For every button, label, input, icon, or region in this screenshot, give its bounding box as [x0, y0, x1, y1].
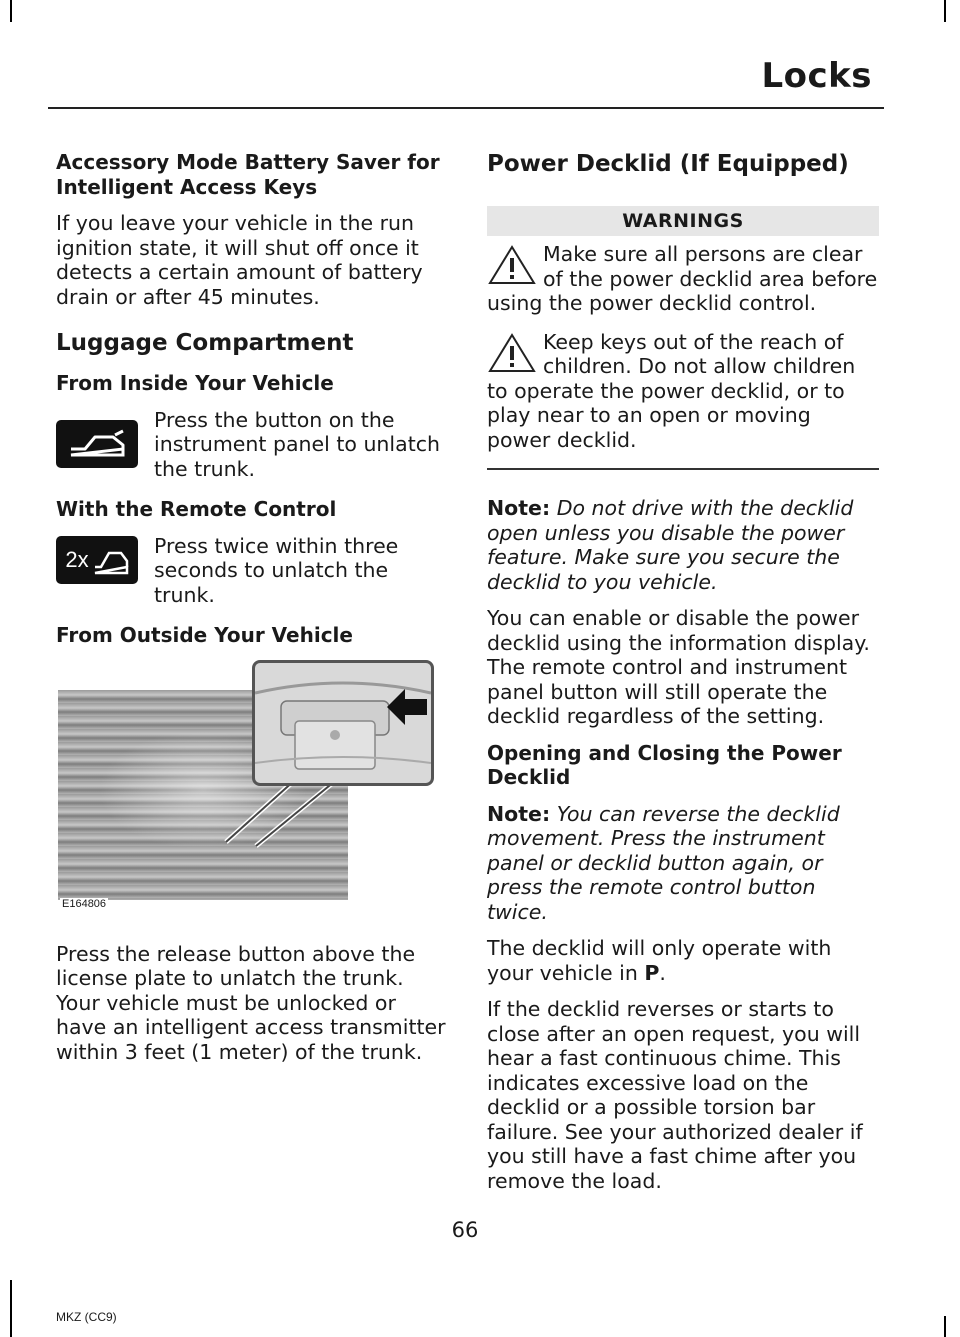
- gear-park: P: [644, 960, 660, 985]
- operate-text: [487, 936, 879, 985]
- opening-closing-heading: Opening and Closing the Power Decklid: [487, 740, 842, 789]
- operate-text-after: .: [659, 960, 666, 985]
- outside-vehicle-heading: From Outside Your Vehicle: [56, 623, 353, 647]
- remote-control-text: Press twice within three seconds to unlatch the trunk.: [154, 533, 399, 607]
- left-column: [56, 150, 448, 1076]
- page-title: Locks: [761, 56, 872, 96]
- crop-mark: [944, 0, 946, 22]
- warning-text: Keep keys out of the reach of children. Do not allow children to operate the power decklid, or to play near to an open or moving power decklid.: [487, 329, 856, 452]
- warning-triangle-icon: [487, 332, 537, 374]
- warning-item: [487, 330, 879, 453]
- remote-trunk-icon: [56, 536, 138, 584]
- footer-model: MKZ (CC9): [56, 1310, 117, 1324]
- trunk-release-icon: [56, 420, 138, 468]
- warning-triangle-icon: [487, 244, 537, 286]
- note-text: Do not drive with the decklid open unless you disable the power feature. Make sure you secure the decklid to you vehicle.: [487, 496, 854, 594]
- figure-label: E164806: [62, 897, 107, 910]
- warning-text: Make sure all persons are clear of the power decklid area before using the power decklid control.: [487, 242, 878, 315]
- remote-control-heading: With the Remote Control: [56, 497, 337, 521]
- note-paragraph: [487, 496, 879, 594]
- inside-vehicle-heading: From Inside Your Vehicle: [56, 371, 334, 395]
- crop-mark: [944, 1316, 946, 1337]
- operate-text-before: The decklid will only operate with your vehicle in: [487, 936, 832, 985]
- warnings-header: WARNINGS: [487, 206, 879, 236]
- note-label: Note:: [487, 496, 551, 520]
- remote-icon-label: 2x: [65, 546, 89, 572]
- warning-item: [487, 242, 879, 316]
- crop-mark: [10, 0, 12, 22]
- note-paragraph: [487, 802, 879, 925]
- crop-mark: [10, 1280, 12, 1337]
- enable-disable-text: You can enable or disable the power decklid using the information display. The remote control and instrument panel button will still operate the decklid regardless of the setting.: [487, 606, 870, 728]
- warnings-divider: [487, 468, 879, 470]
- note-label: Note:: [487, 801, 551, 826]
- header-divider: [48, 107, 884, 109]
- inside-vehicle-text: Press the button on the instrument panel to unlatch the trunk.: [154, 407, 440, 481]
- arrow-icon: [385, 687, 429, 727]
- power-decklid-heading: Power Decklid (If Equipped): [487, 151, 849, 177]
- remote-control-row: [56, 534, 448, 608]
- luggage-compartment-heading: Luggage Compartment: [56, 330, 354, 356]
- page-number: 66: [451, 1218, 479, 1242]
- license-plate-inset: [252, 660, 434, 786]
- battery-saver-heading: Accessory Mode Battery Saver for Intelligent Access Keys: [56, 150, 440, 199]
- note-text: You can reverse the decklid movement. Press the instrument panel or decklid button again, or press the remote control button twice.: [487, 801, 840, 924]
- reverse-text: If the decklid reverses or starts to close after an open request, you will hear a fast continuous chime. This indicates excessive load on the decklid or a possible torsion bar failure. See your authorized dealer if you still have a fast chime after you remove the load.: [487, 997, 863, 1193]
- battery-saver-text: If you leave your vehicle in the run ignition state, it will shut off once it detects a certain amount of battery drain or after 45 minutes.: [56, 211, 423, 309]
- trunk-release-figure: [56, 660, 432, 920]
- outside-vehicle-text: Press the release button above the license plate to unlatch the trunk. Your vehicle must be unlocked or have an intelligent access transmitter within 3 feet (1 meter) of the trunk.: [56, 941, 446, 1064]
- inside-vehicle-row: [56, 408, 448, 482]
- right-column: [487, 150, 879, 1205]
